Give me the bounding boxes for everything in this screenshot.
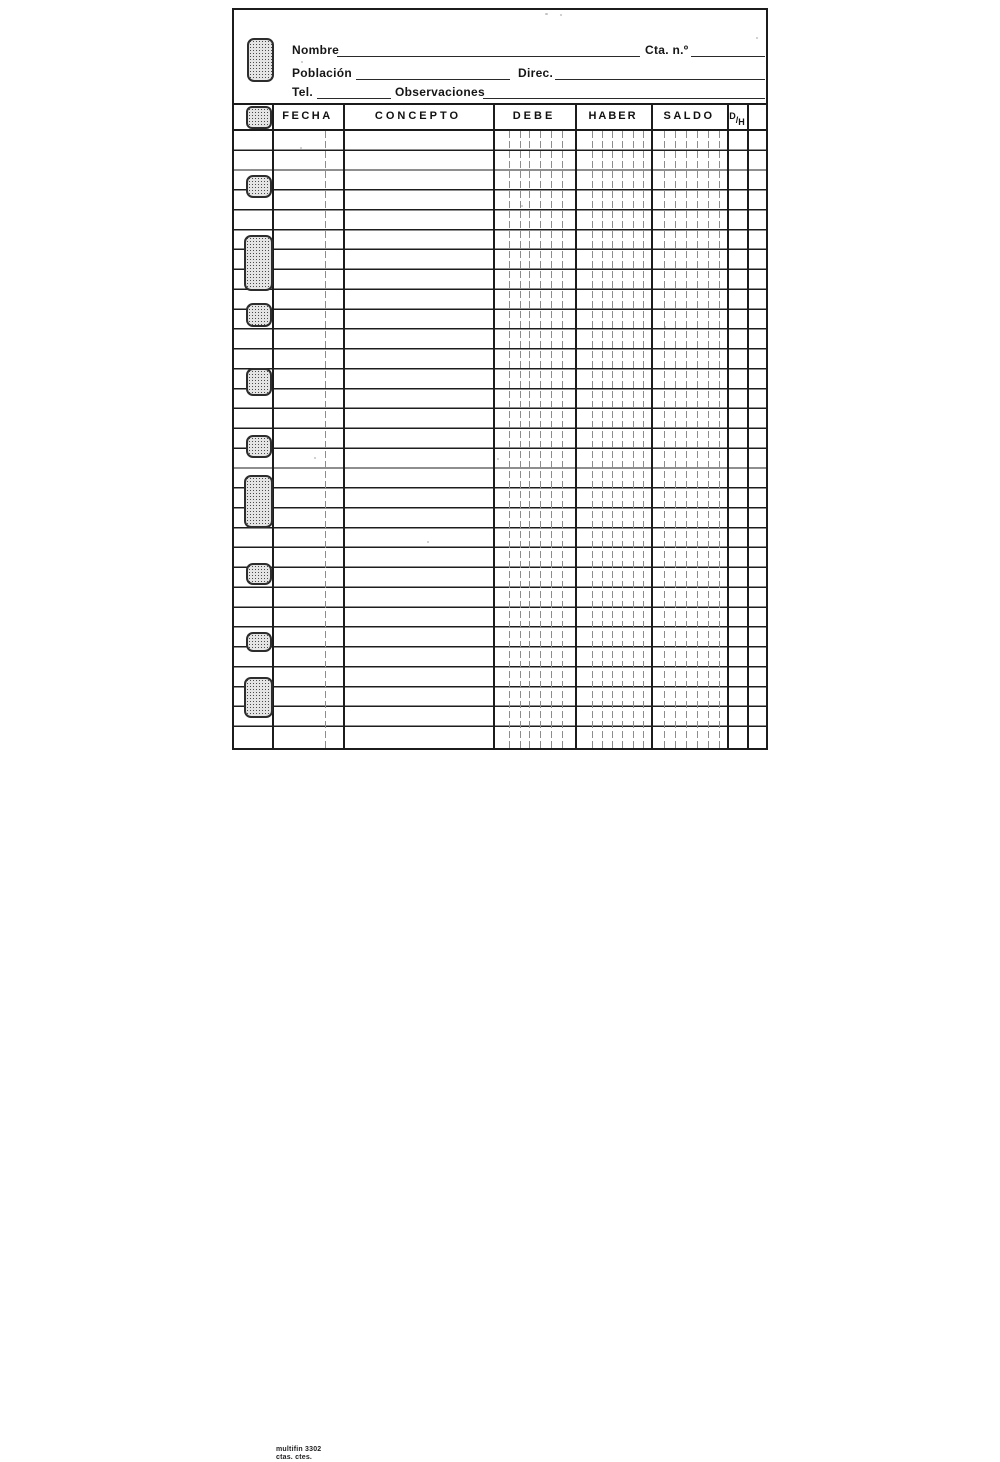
column-header-haber: HABER xyxy=(588,110,638,122)
column-header-dh: D/H xyxy=(729,111,745,127)
digit-sub-rule xyxy=(664,131,665,748)
column-border-rule xyxy=(343,103,345,748)
digit-sub-rule xyxy=(708,131,709,748)
observaciones-label: Observaciones xyxy=(395,85,485,99)
poblacion-label: Población xyxy=(292,66,353,80)
digit-sub-rule xyxy=(592,131,593,748)
column-header-fecha: FECHA xyxy=(282,110,333,122)
digit-sub-rule xyxy=(633,131,634,748)
punch-hole xyxy=(247,38,274,82)
digit-sub-rule xyxy=(643,131,644,748)
punch-hole xyxy=(246,303,272,327)
nombre-label: Nombre xyxy=(292,43,340,57)
poblacion-fill-line xyxy=(356,66,510,80)
cta-fill-line xyxy=(691,43,765,57)
column-header-debe: DEBE xyxy=(512,110,556,122)
punch-hole xyxy=(246,563,272,585)
column-border-rule xyxy=(272,103,274,748)
punch-hole xyxy=(246,175,272,198)
digit-sub-rule xyxy=(509,131,510,748)
print-reference xyxy=(276,1446,340,1462)
ledger-form xyxy=(232,8,768,1461)
column-border-rule xyxy=(493,103,495,748)
punch-hole xyxy=(246,368,272,396)
digit-sub-rule xyxy=(697,131,698,748)
print-reference-caption: ctas. ctes. xyxy=(276,1454,313,1461)
digit-sub-rule xyxy=(551,131,552,748)
tel-label: Tel. xyxy=(292,85,313,99)
punch-hole xyxy=(246,632,272,652)
digit-sub-rule xyxy=(602,131,603,748)
digit-sub-rule xyxy=(622,131,623,748)
digit-sub-rule xyxy=(719,131,720,748)
digit-sub-rule xyxy=(325,131,326,748)
digit-sub-rule xyxy=(529,131,530,748)
cta-label: Cta. n.º xyxy=(645,43,689,57)
column-header-concepto: CONCEPTO xyxy=(374,110,462,122)
digit-sub-rule xyxy=(686,131,687,748)
observaciones-fill-line xyxy=(483,85,765,99)
digit-sub-rule xyxy=(540,131,541,748)
direc-label: Direc. xyxy=(518,66,554,80)
punch-hole xyxy=(246,106,272,129)
print-reference-brand: multifin 3302 xyxy=(276,1446,322,1453)
digit-sub-rule xyxy=(520,131,521,748)
column-border-rule xyxy=(747,103,749,748)
direc-fill-line xyxy=(555,66,765,80)
punch-hole xyxy=(246,435,272,458)
punch-hole xyxy=(244,235,273,291)
digit-sub-rule xyxy=(612,131,613,748)
digit-sub-rule xyxy=(675,131,676,748)
column-border-rule xyxy=(651,103,653,748)
tel-fill-line xyxy=(317,85,391,99)
nombre-fill-line xyxy=(337,43,640,57)
digit-sub-rule xyxy=(562,131,563,748)
punch-hole xyxy=(244,677,273,718)
punch-hole xyxy=(244,475,273,528)
column-border-rule xyxy=(575,103,577,748)
column-header-saldo: SALDO xyxy=(663,110,715,122)
column-border-rule xyxy=(727,103,729,748)
